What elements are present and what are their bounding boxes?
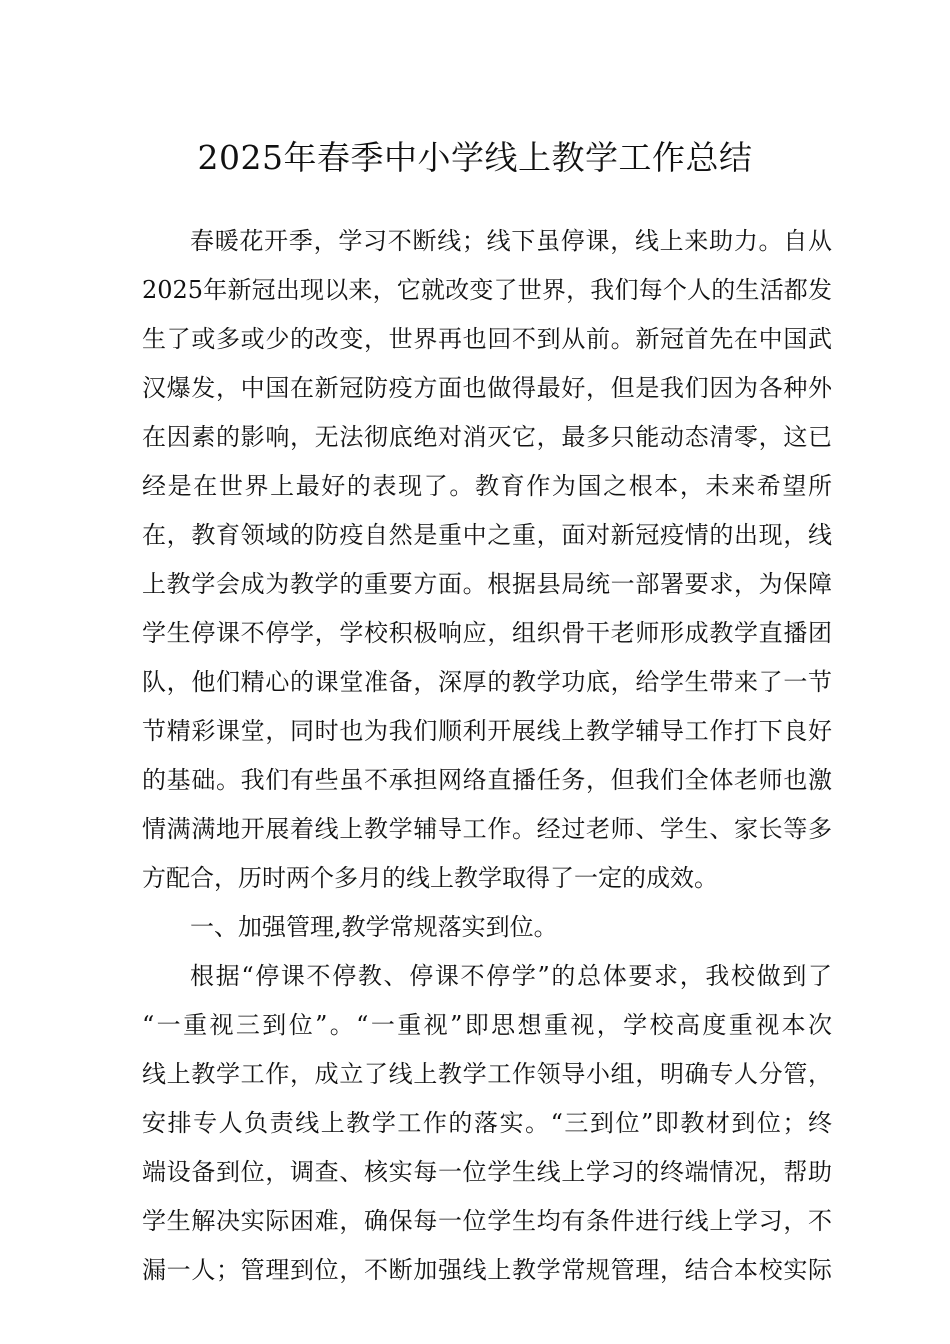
paragraph-line: 春暖花开季，学习不断线；线下虽停课，线上来助力。自从 (190, 227, 832, 255)
paragraph-line: 方配合，历时两个多月的线上教学取得了一定的成效。 (142, 864, 718, 892)
paragraph-line: 端设备到位，调查、核实每一位学生线上学习的终端情况，帮助 (142, 1158, 832, 1186)
paragraph-line: 安排专人负责线上教学工作的落实。“三到位”即教材到位；终 (142, 1109, 832, 1137)
paragraph-line: 2025年新冠出现以来，它就改变了世界，我们每个人的生活都发 (142, 276, 832, 304)
paragraph-line: 经是在世界上最好的表现了。教育作为国之根本，未来希望所 (142, 472, 832, 500)
paragraph-line: 根据“停课不停教、停课不停学”的总体要求，我校做到了 (190, 962, 832, 990)
paragraph-line: 汉爆发，中国在新冠防疫方面也做得最好，但是我们因为各种外 (142, 374, 832, 402)
paragraph-line: 节精彩课堂，同时也为我们顺利开展线上教学辅导工作打下良好 (142, 717, 832, 745)
paragraph-line: 线上教学工作，成立了线上教学工作领导小组，明确专人分管， (142, 1060, 832, 1088)
paragraph-line: “一重视三到位”。“一重视”即思想重视，学校高度重视本次 (142, 1011, 832, 1039)
paragraph-line: 学生解决实际困难，确保每一位学生均有条件进行线上学习，不 (142, 1207, 832, 1235)
paragraph-line: 漏一人；管理到位，不断加强线上教学常规管理，结合本校实际 (142, 1256, 832, 1284)
paragraph-line: 生了或多或少的改变，世界再也回不到从前。新冠首先在中国武 (142, 325, 832, 353)
paragraph-line: 上教学会成为教学的重要方面。根据县局统一部署要求，为保障 (142, 570, 832, 598)
paragraph-line: 队，他们精心的课堂准备，深厚的教学功底，给学生带来了一节 (142, 668, 832, 696)
paragraph-line: 在因素的影响，无法彻底绝对消灭它，最多只能动态清零，这已 (142, 423, 832, 451)
paragraph-line: 在，教育领域的防疫自然是重中之重，面对新冠疫情的出现，线 (142, 521, 832, 549)
paragraph-line: 的基础。我们有些虽不承担网络直播任务，但我们全体老师也激 (142, 766, 832, 794)
paragraph-line: 学生停课不停学，学校积极响应，组织骨干老师形成教学直播团 (142, 619, 832, 647)
document-title: 2025年春季中小学线上教学工作总结 (197, 138, 753, 177)
paragraph-line: 情满满地开展着线上教学辅导工作。经过老师、学生、家长等多 (142, 815, 832, 843)
section-heading: 一、加强管理,教学常规落实到位。 (190, 913, 558, 941)
